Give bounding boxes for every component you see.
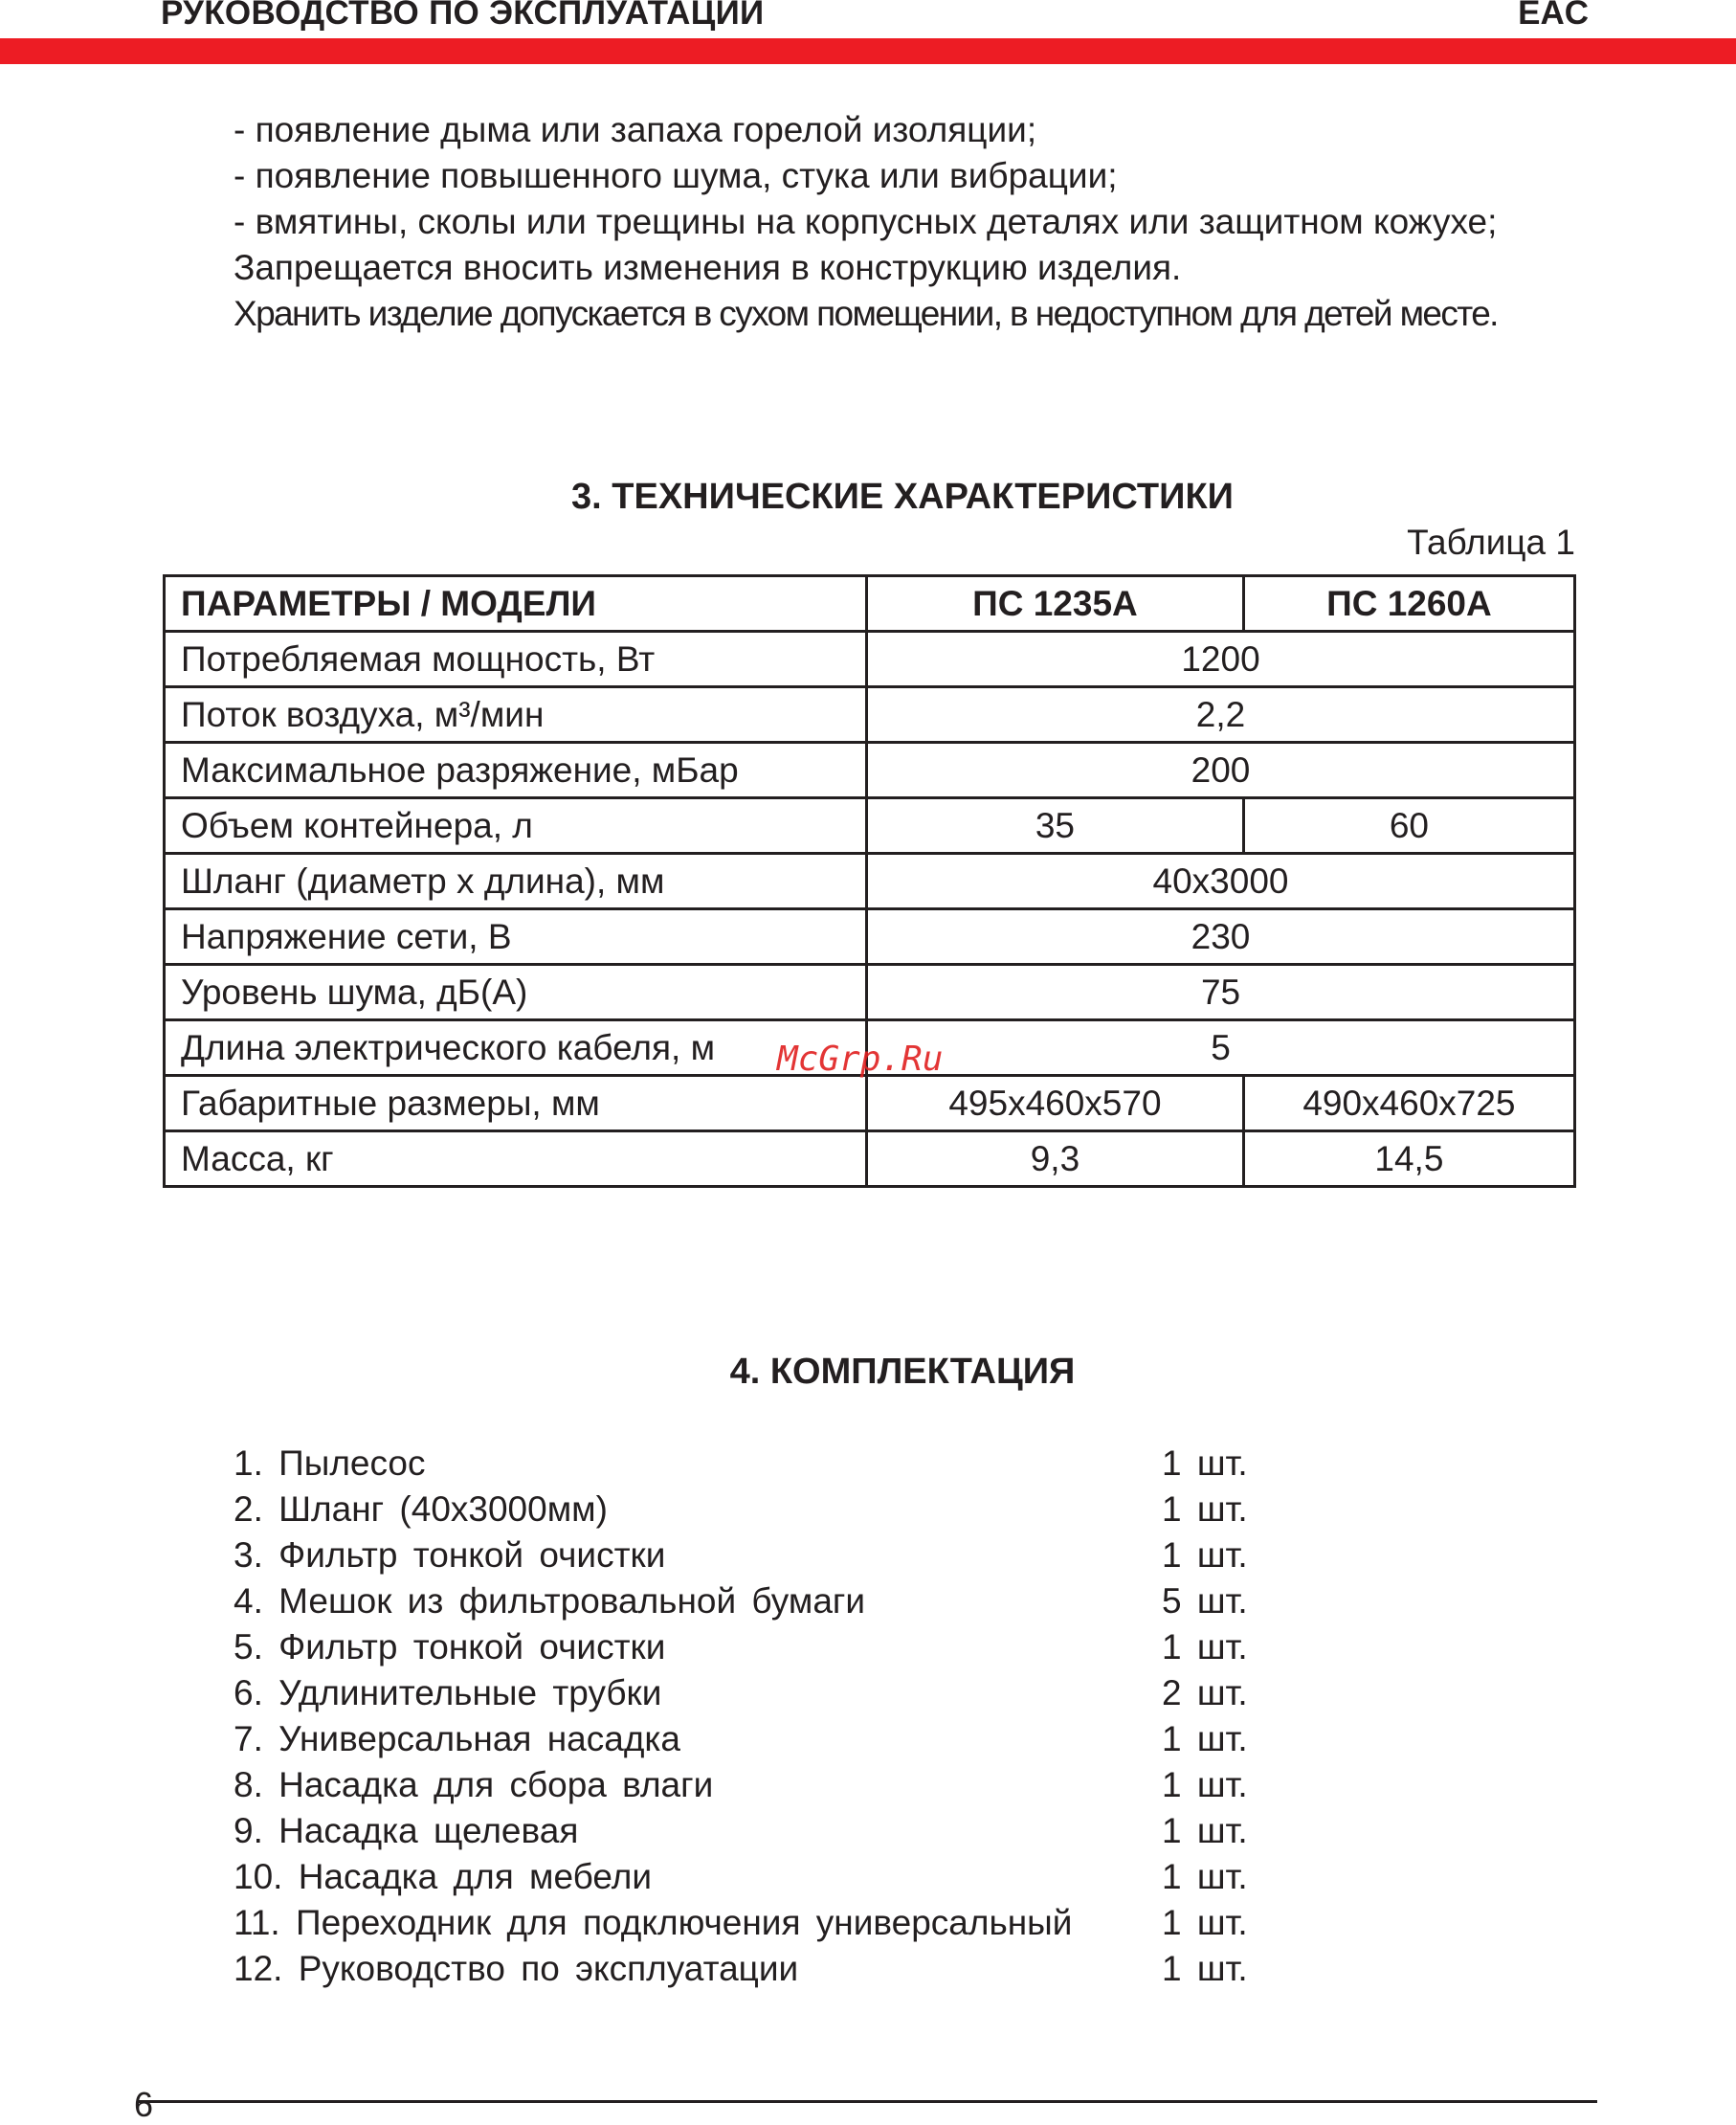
list-item bbox=[234, 1443, 1286, 1489]
list-item bbox=[234, 1857, 1286, 1903]
value-cell-model-b: 490х460х725 bbox=[1243, 1076, 1574, 1131]
table-row bbox=[165, 854, 1575, 909]
param-cell: Длина электрического кабеля, м bbox=[165, 1020, 867, 1076]
header-red-bar bbox=[0, 38, 1736, 64]
kit-item-qty: 1 шт. bbox=[1162, 1949, 1248, 1988]
kit-item-name: 10. Насадка для мебели bbox=[234, 1857, 653, 1896]
table-header-row bbox=[165, 576, 1575, 632]
kit-item-qty: 1 шт. bbox=[1162, 1627, 1248, 1666]
intro-line: - появление дыма или запаха горелой изоляции; bbox=[234, 110, 1037, 149]
kit-item-name: 5. Фильтр тонкой очистки bbox=[234, 1627, 666, 1666]
value-cell-shared: 1200 bbox=[867, 632, 1575, 687]
param-cell: Напряжение сети, В bbox=[165, 909, 867, 965]
kit-item-name: 3. Фильтр тонкой очистки bbox=[234, 1535, 666, 1575]
param-cell: Потребляемая мощность, Вт bbox=[165, 632, 867, 687]
list-item bbox=[234, 1765, 1286, 1811]
table-row bbox=[165, 743, 1575, 798]
page-number: 6 bbox=[134, 2085, 154, 2124]
intro-line: - появление повышенного шума, стука или вибрации; bbox=[234, 156, 1118, 195]
list-item bbox=[234, 1489, 1286, 1535]
param-cell: Шланг (диаметр х длина), мм bbox=[165, 854, 867, 909]
kit-item-name: 11. Переходник для подключения универсальный bbox=[234, 1903, 1073, 1942]
table-row bbox=[165, 687, 1575, 743]
kit-item-qty: 1 шт. bbox=[1162, 1443, 1248, 1483]
kit-item-qty: 1 шт. bbox=[1162, 1903, 1248, 1942]
eac-mark: EAC bbox=[1518, 0, 1589, 32]
kit-item-name: 7. Универсальная насадка bbox=[234, 1719, 681, 1758]
list-item bbox=[234, 1535, 1286, 1581]
specs-table bbox=[163, 574, 1576, 1188]
param-cell: Уровень шума, дБ(А) bbox=[165, 965, 867, 1020]
table-row bbox=[165, 798, 1575, 854]
table-caption: Таблица 1 bbox=[1407, 523, 1575, 562]
kit-item-qty: 1 шт. bbox=[1162, 1857, 1248, 1896]
kit-item-name: 12. Руководство по эксплуатации bbox=[234, 1949, 799, 1988]
kit-item-name: 4. Мешок из фильтровальной бумаги bbox=[234, 1581, 866, 1621]
list-item bbox=[234, 1903, 1286, 1949]
header-title: РУКОВОДСТВО ПО ЭКСПЛУАТАЦИИ bbox=[161, 0, 765, 32]
intro-line: Хранить изделие допускается в сухом помещении, в недоступном для детей месте. bbox=[234, 294, 1498, 333]
kit-item-qty: 5 шт. bbox=[1162, 1581, 1248, 1621]
kit-item-qty: 1 шт. bbox=[1162, 1719, 1248, 1758]
intro-text bbox=[234, 107, 1592, 337]
header-model-a: ПС 1235А bbox=[867, 576, 1244, 632]
kit-item-qty: 2 шт. bbox=[1162, 1673, 1248, 1712]
value-cell-model-a: 495х460х570 bbox=[867, 1076, 1244, 1131]
value-cell-shared: 2,2 bbox=[867, 687, 1575, 743]
param-cell: Поток воздуха, м³/мин bbox=[165, 687, 867, 743]
table-row bbox=[165, 632, 1575, 687]
value-cell-model-b: 14,5 bbox=[1243, 1131, 1574, 1187]
list-item bbox=[234, 1673, 1286, 1719]
param-cell: Масса, кг bbox=[165, 1131, 867, 1187]
param-cell: Объем контейнера, л bbox=[165, 798, 867, 854]
value-cell-model-a: 35 bbox=[867, 798, 1244, 854]
header-model-b: ПС 1260А bbox=[1243, 576, 1574, 632]
kit-item-qty: 1 шт. bbox=[1162, 1535, 1248, 1575]
table-row bbox=[165, 909, 1575, 965]
specs-section-title: 3. ТЕХНИЧЕСКИЕ ХАРАКТЕРИСТИКИ bbox=[571, 477, 1234, 517]
value-cell-shared: 200 bbox=[867, 743, 1575, 798]
value-cell-model-b: 60 bbox=[1243, 798, 1574, 854]
table-row bbox=[165, 1131, 1575, 1187]
list-item bbox=[234, 1719, 1286, 1765]
value-cell-model-a: 9,3 bbox=[867, 1131, 1244, 1187]
intro-line: - вмятины, сколы или трещины на корпусных деталях или защитном кожухе; bbox=[234, 202, 1498, 241]
watermark: McGrp.Ru bbox=[777, 1040, 944, 1079]
kit-item-name: 8. Насадка для сбора влаги bbox=[234, 1765, 714, 1804]
kit-item-qty: 1 шт. bbox=[1162, 1811, 1248, 1850]
intro-line: Запрещается вносить изменения в конструкцию изделия. bbox=[234, 248, 1182, 287]
kit-item-name: 2. Шланг (40х3000мм) bbox=[234, 1489, 608, 1529]
header-param: ПАРАМЕТРЫ / МОДЕЛИ bbox=[165, 576, 867, 632]
kit-section-title: 4. КОМПЛЕКТАЦИЯ bbox=[729, 1352, 1076, 1392]
list-item bbox=[234, 1949, 1286, 1995]
kit-item-name: 6. Удлинительные трубки bbox=[234, 1673, 662, 1712]
kit-list bbox=[234, 1443, 1286, 1995]
footer-divider bbox=[137, 2100, 1597, 2103]
kit-item-name: 9. Насадка щелевая bbox=[234, 1811, 579, 1850]
kit-item-name: 1. Пылесос bbox=[234, 1443, 426, 1483]
list-item bbox=[234, 1627, 1286, 1673]
kit-item-qty: 1 шт. bbox=[1162, 1489, 1248, 1529]
table-row bbox=[165, 965, 1575, 1020]
value-cell-shared: 5 bbox=[867, 1020, 1575, 1076]
value-cell-shared: 75 bbox=[867, 965, 1575, 1020]
value-cell-shared: 230 bbox=[867, 909, 1575, 965]
param-cell: Габаритные размеры, мм bbox=[165, 1076, 867, 1131]
list-item bbox=[234, 1581, 1286, 1627]
value-cell-shared: 40х3000 bbox=[867, 854, 1575, 909]
kit-item-qty: 1 шт. bbox=[1162, 1765, 1248, 1804]
table-row bbox=[165, 1076, 1575, 1131]
param-cell: Максимальное разряжение, мБар bbox=[165, 743, 867, 798]
list-item bbox=[234, 1811, 1286, 1857]
